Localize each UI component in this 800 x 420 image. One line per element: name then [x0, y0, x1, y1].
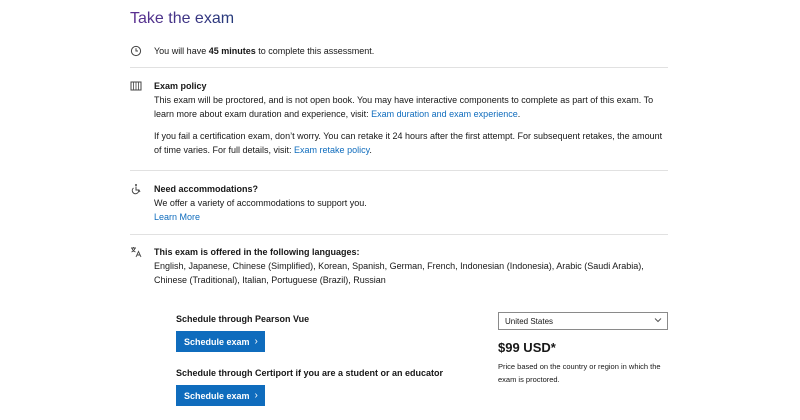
chevron-right-icon: ›: [254, 336, 258, 347]
duration-value: 45 minutes: [208, 46, 256, 56]
pearson-vue-label: Schedule through Pearson Vue: [176, 314, 310, 324]
schedule-certiport-button[interactable]: [176, 385, 265, 406]
page-title: Take the exam: [130, 10, 235, 27]
button-label: Schedule exam: [184, 390, 250, 401]
policy-heading: Exam policy: [154, 81, 207, 91]
accessibility-icon: [130, 183, 142, 195]
duration-text: You will have 45 minutes to complete this assessment.: [154, 46, 375, 56]
duration-section: [130, 44, 668, 60]
country-select-value: United States: [505, 316, 554, 326]
button-label: Schedule exam: [184, 336, 250, 347]
price-note: Price based on the country or region in which the exam is proctored.: [498, 362, 661, 384]
schedule-pearson-button[interactable]: [176, 331, 265, 352]
chevron-right-icon: ›: [254, 390, 258, 401]
accommodations-section: [130, 182, 668, 228]
book-icon: [130, 80, 142, 92]
certiport-label: Schedule through Certiport if you are a student or an educator: [176, 368, 444, 378]
languages-list: English, Japanese, Chinese (Simplified), Korean, Spanish, German, French, Indonesian (Indonesia), Arabic (Saudi Arabia), Chinese (Traditional), Italian, Portuguese (Brazil), Russian: [154, 261, 644, 285]
policy-paragraph-1: This exam will be proctored, and is not open book. You may have interactive components to complete as part of this exam. To learn more about exam duration and experience, visit: Exam duration and exam experience.: [154, 95, 654, 119]
divider: [130, 67, 668, 68]
accommodations-heading: Need accommodations?: [154, 184, 259, 194]
clock-icon: [130, 45, 142, 57]
chevron-down-icon: [654, 316, 662, 324]
policy-paragraph-2: If you fail a certification exam, don’t worry. You can retake it 24 hours after the first attempt. For subsequent retakes, the amount of time varies. For full details, visit: Exam retake policy.: [154, 131, 663, 155]
languages-heading: This exam is offered in the following languages:: [154, 247, 360, 257]
policy-section: [130, 79, 668, 164]
translate-icon: [130, 246, 142, 258]
accommodations-text: We offer a variety of accommodations to support you.: [154, 198, 367, 208]
exam-duration-link[interactable]: Exam duration and exam experience: [371, 109, 518, 119]
country-select[interactable]: [498, 312, 668, 330]
divider: [130, 234, 668, 235]
retake-policy-link[interactable]: Exam retake policy: [294, 145, 370, 155]
divider: [130, 170, 668, 171]
learn-more-link[interactable]: Learn More: [154, 212, 201, 222]
languages-section: [130, 245, 668, 291]
exam-price: $99 USD*: [498, 340, 556, 355]
